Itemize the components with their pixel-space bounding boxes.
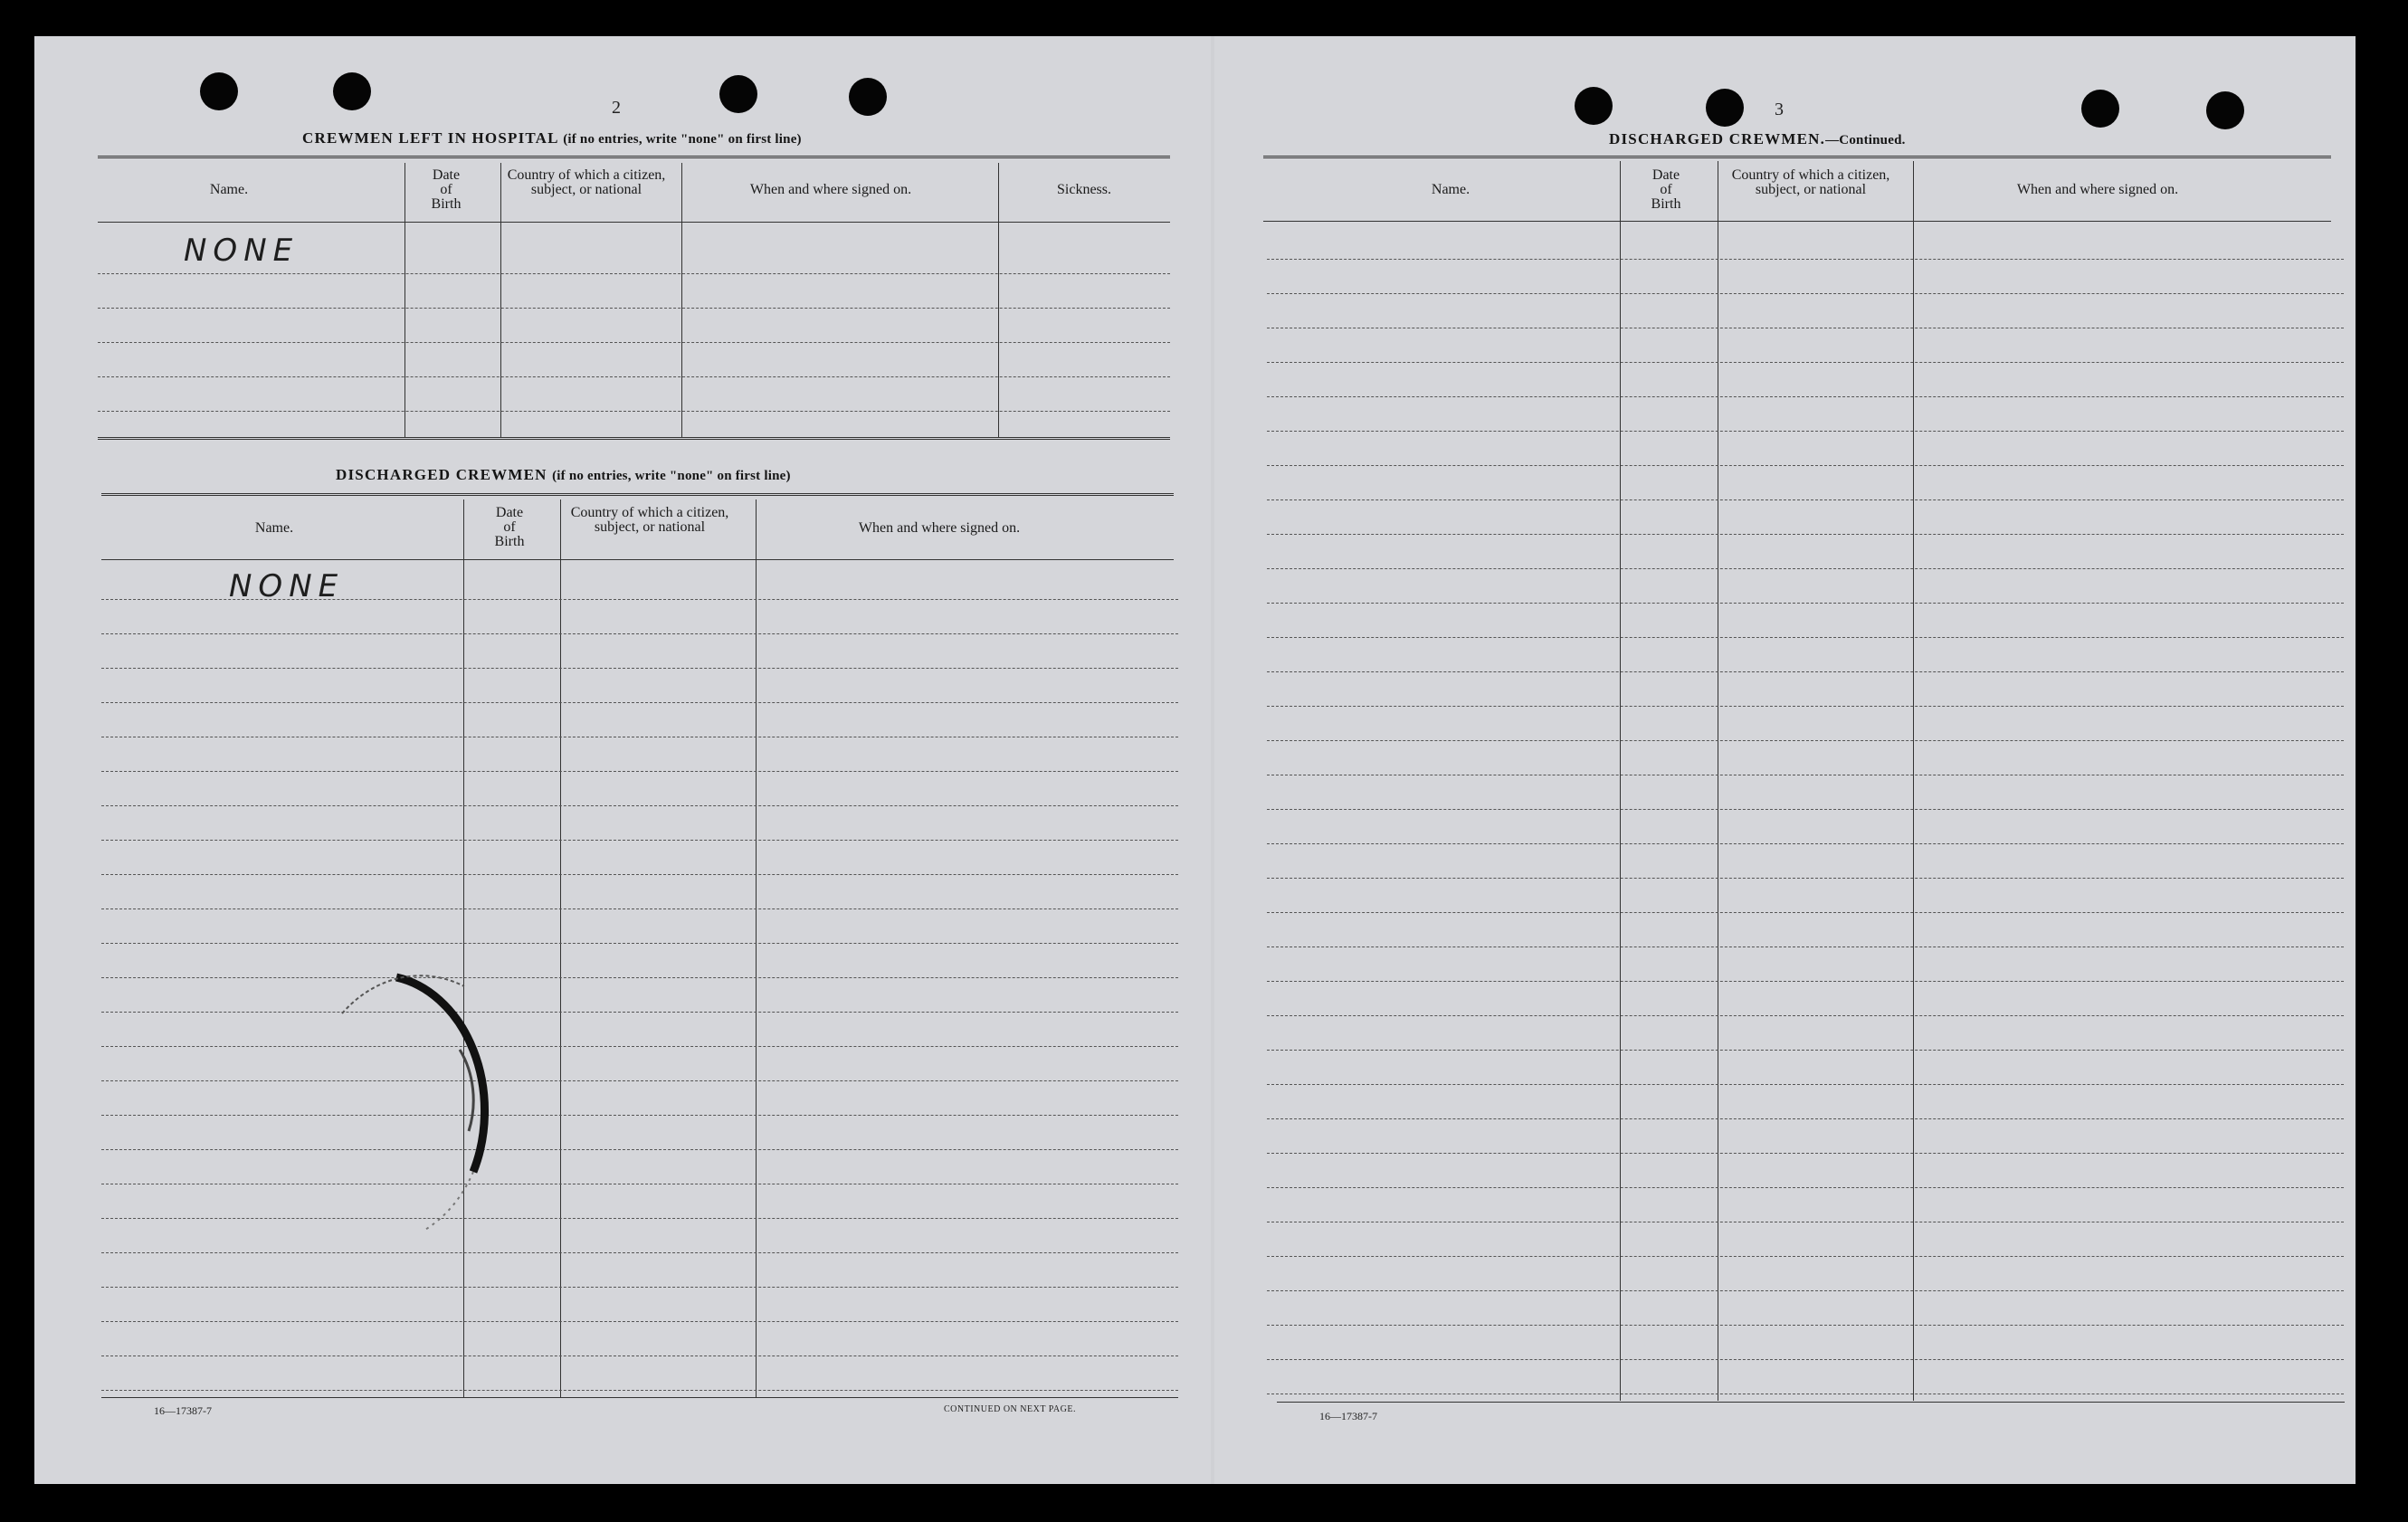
hospital-entry-line [98, 273, 1170, 274]
discharged-title-text: DISCHARGED CREWMEN [336, 466, 547, 483]
entry-line [1267, 1359, 2344, 1360]
hospital-col-dob: Date of Birth [431, 167, 462, 212]
entry-line [101, 1321, 1178, 1322]
right-col-signed: When and where signed on. [2016, 182, 2179, 197]
hospital-title-text: CREWMEN LEFT IN HOSPITAL [302, 129, 558, 147]
entry-line [1267, 809, 2344, 810]
right-col-divider [1913, 161, 1914, 1401]
punch-hole [1706, 89, 1744, 127]
right-top-rule [1263, 156, 2331, 158]
entry-line [1267, 431, 2344, 432]
continued-note: CONTINUED ON NEXT PAGE. [944, 1404, 1076, 1414]
entry-line [101, 702, 1178, 703]
right-col-name: Name. [1431, 182, 1470, 197]
punch-hole [2081, 90, 2119, 128]
entry-line [1267, 362, 2344, 363]
entry-line [1267, 465, 2344, 466]
right-section-title [1609, 130, 1906, 148]
entry-line [1267, 534, 2344, 535]
hospital-handwritten-entry: NONE [184, 233, 300, 269]
entry-line [101, 977, 1178, 978]
entry-line [1267, 1015, 2344, 1016]
discharged-top-rule [101, 493, 1174, 496]
entry-line [101, 633, 1178, 634]
right-col-dob: Date of Birth [1651, 167, 1681, 212]
discharged-title-note: (if no entries, write "none" on first line) [552, 469, 791, 483]
entry-line [101, 668, 1178, 669]
entry-line [1267, 878, 2344, 879]
circular-stamp-mark [306, 959, 541, 1258]
entry-line [101, 1218, 1178, 1219]
discharged-bottom-rule [101, 1397, 1178, 1398]
entry-line [1267, 706, 2344, 707]
page-fold [1211, 36, 1214, 1484]
hospital-top-rule [98, 156, 1170, 158]
right-header-rule [1263, 221, 2331, 222]
entry-line [1267, 637, 2344, 638]
entry-line [1267, 293, 2344, 294]
punch-hole [849, 78, 887, 116]
discharged-col-dob: Date of Birth [494, 505, 525, 549]
entry-line [1267, 1153, 2344, 1154]
hospital-col-divider [500, 163, 501, 437]
punch-hole [719, 75, 757, 113]
right-title-text: DISCHARGED CREWMEN. [1609, 130, 1826, 147]
entry-line [1267, 1187, 2344, 1188]
hospital-bottom-rule [98, 437, 1170, 440]
discharged-col-country: Country of which a citizen, subject, or national [570, 505, 729, 535]
entry-line [101, 908, 1178, 909]
right-bottom-rule [1277, 1402, 2345, 1403]
hospital-col-divider [681, 163, 682, 437]
form-number-left: 16—17387-7 [154, 1404, 212, 1417]
entry-line [1267, 843, 2344, 844]
entry-line [101, 771, 1178, 772]
hospital-header-rule [98, 222, 1170, 223]
hospital-title-note: (if no entries, write "none" on first line) [563, 132, 802, 147]
hospital-entry-line [98, 308, 1170, 309]
entry-line [1267, 1118, 2344, 1119]
entry-line [101, 943, 1178, 944]
entry-line [1267, 946, 2344, 947]
entry-line [1267, 1050, 2344, 1051]
entry-line [101, 1080, 1178, 1081]
hospital-col-sickness: Sickness. [1057, 182, 1111, 197]
entry-line [101, 1012, 1178, 1013]
entry-line [101, 1252, 1178, 1253]
entry-line [101, 874, 1178, 875]
entry-line [101, 805, 1178, 806]
entry-line [101, 1046, 1178, 1047]
entry-line [1267, 1084, 2344, 1085]
right-col-country: Country of which a citizen, subject, or national [1731, 167, 1890, 197]
punch-hole [2206, 91, 2244, 129]
discharged-header-rule [101, 559, 1174, 560]
right-col-divider [1620, 161, 1621, 1401]
hospital-col-divider [998, 163, 999, 437]
entry-line [101, 1115, 1178, 1116]
hospital-entry-line [98, 376, 1170, 377]
hospital-entry-line [98, 411, 1170, 412]
discharged-col-signed: When and where signed on. [858, 520, 1021, 536]
entry-line [1267, 568, 2344, 569]
hospital-col-name: Name. [209, 182, 249, 197]
discharged-section-title [336, 466, 791, 484]
entry-line [1267, 259, 2344, 260]
entry-line [101, 1287, 1178, 1288]
hospital-col-signed: When and where signed on. [749, 182, 912, 197]
entry-line [101, 1390, 1178, 1391]
entry-line [1267, 740, 2344, 741]
discharged-col-name: Name. [254, 520, 294, 536]
entry-line [1267, 1325, 2344, 1326]
form-number-right: 16—17387-7 [1319, 1410, 1377, 1422]
entry-line [1267, 671, 2344, 672]
entry-line [101, 1149, 1178, 1150]
page-number-left: 2 [612, 98, 621, 118]
page-number-right: 3 [1775, 100, 1784, 119]
right-title-suffix: —Continued. [1825, 133, 1906, 147]
entry-line [1267, 396, 2344, 397]
entry-line [1267, 603, 2344, 604]
entry-line [1267, 499, 2344, 500]
ledger-sheet [34, 36, 2356, 1484]
entry-line [1267, 912, 2344, 913]
entry-line [1267, 981, 2344, 982]
entry-line [1267, 1256, 2344, 1257]
entry-line [1267, 1290, 2344, 1291]
hospital-section-title [302, 129, 802, 147]
punch-hole [333, 72, 371, 110]
hospital-col-country: Country of which a citizen, subject, or national [507, 167, 666, 197]
entry-line [101, 840, 1178, 841]
punch-hole [1575, 87, 1613, 125]
punch-hole [200, 72, 238, 110]
discharged-handwritten-entry: NONE [229, 568, 345, 604]
hospital-entry-line [98, 342, 1170, 343]
